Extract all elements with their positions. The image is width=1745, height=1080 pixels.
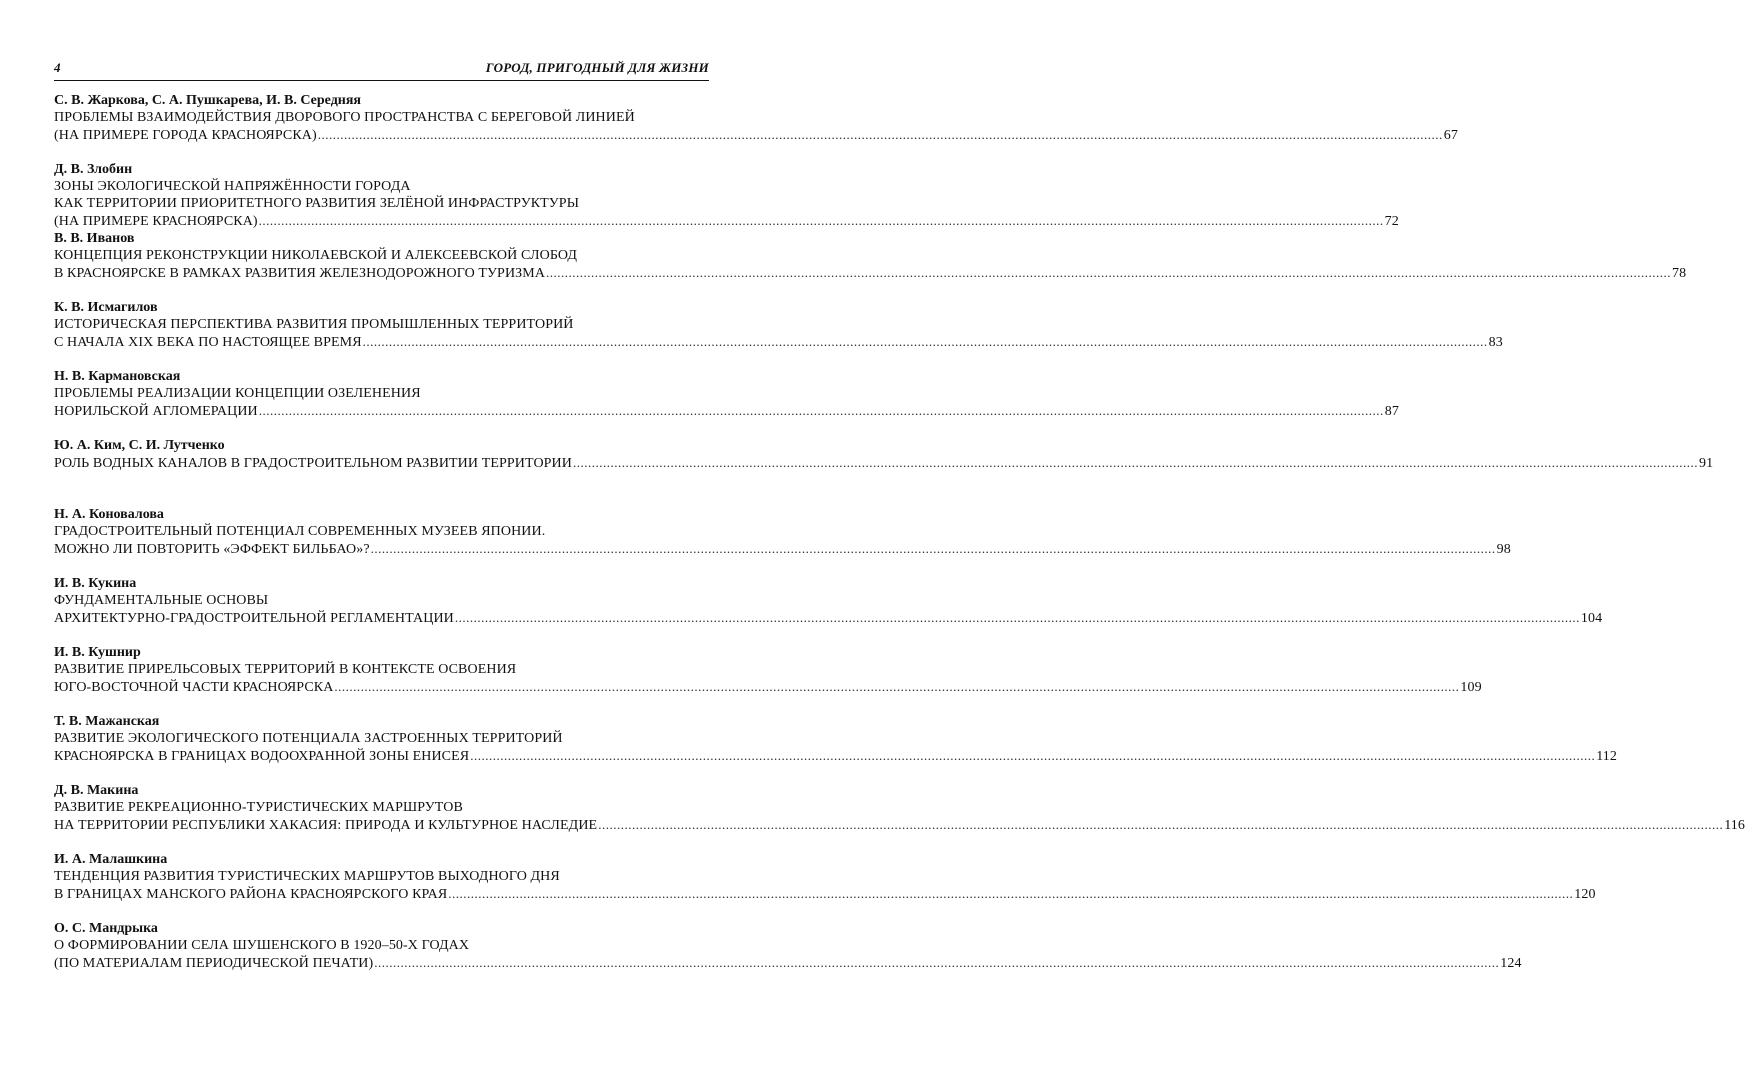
toc-entry: [54, 92, 1458, 161]
entry-page-number: 124: [1500, 956, 1522, 971]
entry-title-line: РАЗВИТИЕ ЭКОЛОГИЧЕСКОГО ПОТЕНЦИАЛА ЗАСТРОЕННЫХ ТЕРРИТОРИЙ: [54, 731, 563, 746]
entry-page-number: 120: [1574, 887, 1596, 902]
entry-page-number: 116: [1724, 818, 1745, 833]
entry-authors: Т. В. Мажанская: [54, 714, 160, 729]
entry-authors: Н. А. Коновалова: [54, 507, 164, 522]
entry-title-line: ФУНДАМЕНТАЛЬНЫЕ ОСНОВЫ: [54, 593, 269, 608]
entry-page-number: 104: [1580, 611, 1603, 626]
dot-leader: ............................................................................................................................................................................................................................................................................................................: [546, 265, 1672, 280]
toc-entry: [54, 713, 1617, 782]
entry-title-line: ИСТОРИЧЕСКАЯ ПЕРСПЕКТИВА РАЗВИТИЯ ПРОМЫШЛЕННЫХ ТЕРРИТОРИЙ: [54, 317, 574, 332]
dot-leader: ............................................................................................................................................................................................................................................................................................................: [598, 817, 1724, 832]
entry-title-line: НОРИЛЬСКОЙ АГЛОМЕРАЦИИ: [54, 404, 258, 419]
dot-leader: ............................................................................................................................................................................................................................................................................................................: [572, 455, 1698, 470]
dot-leader: ............................................................................................................................................................................................................................................................................................................: [334, 679, 1460, 694]
entry-authors: И. А. Малашкина: [54, 852, 168, 867]
dot-leader: ............................................................................................................................................................................................................................................................................................................: [454, 610, 1580, 625]
entry-title-line: МОЖНО ЛИ ПОВТОРИТЬ «ЭФФЕКТ БИЛЬБАО»?: [54, 542, 370, 557]
entry-title-last-line: [54, 454, 1714, 471]
dot-leader: ............................................................................................................................................................................................................................................................................................................: [374, 955, 1500, 970]
entry-title-line: (НА ПРИМЕРЕ ГОРОДА КРАСНОЯРСКА): [54, 128, 317, 143]
dot-leader: ............................................................................................................................................................................................................................................................................................................: [370, 541, 1496, 556]
entry-page-number: 112: [1596, 749, 1617, 764]
toc-entry: [54, 161, 1399, 230]
entry-title-line: (НА ПРИМЕРЕ КРАСНОЯРСКА): [54, 214, 258, 229]
entry-title-line: РОЛЬ ВОДНЫХ КАНАЛОВ В ГРАДОСТРОИТЕЛЬНОМ РАЗВИТИИ ТЕРРИТОРИИ: [54, 456, 572, 471]
entry-page-number: 83: [1488, 335, 1503, 350]
entry-authors: Д. В. Злобин: [54, 162, 133, 177]
toc-entry: [54, 575, 1603, 644]
table-of-contents: [54, 92, 1745, 989]
entry-page-number: 98: [1496, 542, 1511, 557]
entry-title-last-line: [54, 747, 1617, 764]
entry-title-last-line: [54, 954, 1522, 971]
entry-authors: В. В. Иванов: [54, 231, 135, 246]
entry-page-number: 109: [1460, 680, 1482, 695]
dot-leader: ............................................................................................................................................................................................................................................................................................................: [258, 403, 1384, 418]
toc-entry: [54, 299, 1503, 368]
dot-leader: ............................................................................................................................................................................................................................................................................................................: [448, 886, 1574, 901]
entry-authors: И. В. Кушнир: [54, 645, 141, 660]
entry-title-last-line: [54, 126, 1458, 143]
entry-title-line: НА ТЕРРИТОРИИ РЕСПУБЛИКИ ХАКАСИЯ: ПРИРОДА И КУЛЬТУРНОЕ НАСЛЕДИЕ: [54, 818, 598, 833]
entry-authors: К. В. Исмагилов: [54, 300, 158, 315]
entry-title-line: АРХИТЕКТУРНО-ГРАДОСТРОИТЕЛЬНОЙ РЕГЛАМЕНТАЦИИ: [54, 611, 454, 626]
toc-entry: [54, 506, 1511, 575]
entry-title-last-line: [54, 264, 1687, 281]
entry-title-line: РАЗВИТИЕ ПРИРЕЛЬСОВЫХ ТЕРРИТОРИЙ В КОНТЕКСТЕ ОСВОЕНИЯ: [54, 662, 517, 677]
dot-leader: ............................................................................................................................................................................................................................................................................................................: [362, 334, 1488, 349]
running-title: ГОРОД, ПРИГОДНЫЙ ДЛЯ ЖИЗНИ: [485, 60, 709, 75]
entry-title-last-line: [54, 333, 1503, 350]
entry-title-line: КАК ТЕРРИТОРИИ ПРИОРИТЕТНОГО РАЗВИТИЯ ЗЕЛЁНОЙ ИНФРАСТРУКТУРЫ: [54, 196, 580, 211]
entry-page-number: 67: [1443, 128, 1458, 143]
toc-entry: [54, 920, 1522, 989]
toc-entry: [54, 230, 1687, 299]
entry-title-line: (ПО МАТЕРИАЛАМ ПЕРИОДИЧЕСКОЙ ПЕЧАТИ): [54, 956, 374, 971]
entry-title-line: ГРАДОСТРОИТЕЛЬНЫЙ ПОТЕНЦИАЛ СОВРЕМЕННЫХ МУЗЕЕВ ЯПОНИИ.: [54, 524, 546, 539]
entry-authors: С. В. Жаркова, С. А. Пушкарева, И. В. Середняя: [54, 93, 362, 108]
toc-entry: [54, 368, 1399, 437]
entry-title-last-line: [54, 816, 1745, 833]
entry-title-line: ЗОНЫ ЭКОЛОГИЧЕСКОЙ НАПРЯЖЁННОСТИ ГОРОДА: [54, 179, 411, 194]
entry-title-line: ТЕНДЕНЦИЯ РАЗВИТИЯ ТУРИСТИЧЕСКИХ МАРШРУТОВ ВЫХОДНОГО ДНЯ: [54, 869, 560, 884]
entry-title-line: ЮГО-ВОСТОЧНОЙ ЧАСТИ КРАСНОЯРСКА: [54, 680, 334, 695]
entry-authors: О. С. Мандрыка: [54, 921, 158, 936]
page-number: 4: [54, 60, 61, 75]
entry-page-number: 78: [1672, 266, 1687, 281]
entry-title-last-line: [54, 540, 1511, 557]
dot-leader: ............................................................................................................................................................................................................................................................................................................: [258, 213, 1384, 228]
entry-title-last-line: [54, 212, 1399, 229]
entry-title-line: ПРОБЛЕМЫ ВЗАИМОДЕЙСТВИЯ ДВОРОВОГО ПРОСТРАНСТВА С БЕРЕГОВОЙ ЛИНИЕЙ: [54, 110, 635, 125]
toc-entry: [54, 782, 1745, 851]
entry-authors: Д. В. Макина: [54, 783, 139, 798]
entry-page-number: 91: [1698, 456, 1714, 471]
toc-entry: [54, 851, 1596, 920]
dot-leader: ............................................................................................................................................................................................................................................................................................................: [470, 748, 1596, 763]
entry-title-line: В КРАСНОЯРСКЕ В РАМКАХ РАЗВИТИЯ ЖЕЛЕЗНОДОРОЖНОГО ТУРИЗМА: [54, 266, 546, 281]
entry-page-number: 87: [1384, 404, 1399, 419]
entry-title-last-line: [54, 609, 1603, 626]
entry-title-line: КРАСНОЯРСКА В ГРАНИЦАХ ВОДООХРАННОЙ ЗОНЫ ЕНИСЕЯ: [54, 749, 470, 764]
entry-title-line: С НАЧАЛА XIX ВЕКА ПО НАСТОЯЩЕЕ ВРЕМЯ: [54, 335, 362, 350]
toc-entry: [54, 644, 1482, 713]
entry-title-last-line: [54, 678, 1482, 695]
entry-authors: И. В. Кукина: [54, 576, 137, 591]
entry-title-line: ПРОБЛЕМЫ РЕАЛИЗАЦИИ КОНЦЕПЦИИ ОЗЕЛЕНЕНИЯ: [54, 386, 421, 401]
entry-title-line: В ГРАНИЦАХ МАНСКОГО РАЙОНА КРАСНОЯРСКОГО КРАЯ: [54, 887, 448, 902]
entry-title-line: КОНЦЕПЦИЯ РЕКОНСТРУКЦИИ НИКОЛАЕВСКОЙ И АЛЕКСЕЕВСКОЙ СЛОБОД: [54, 248, 578, 263]
entry-title-last-line: [54, 402, 1399, 419]
entry-title-last-line: [54, 885, 1596, 902]
entry-title-line: РАЗВИТИЕ РЕКРЕАЦИОННО-ТУРИСТИЧЕСКИХ МАРШРУТОВ: [54, 800, 463, 815]
entry-authors: Н. В. Кармановская: [54, 369, 181, 384]
dot-leader: ............................................................................................................................................................................................................................................................................................................: [317, 127, 1443, 142]
entry-authors: Ю. А. Ким, С. И. Лутченко: [54, 438, 225, 453]
running-header: [54, 56, 709, 81]
toc-entry: [54, 437, 1714, 506]
entry-title-line: О ФОРМИРОВАНИИ СЕЛА ШУШЕНСКОГО В 1920–50-Х ГОДАХ: [54, 938, 470, 953]
entry-page-number: 72: [1384, 214, 1399, 229]
